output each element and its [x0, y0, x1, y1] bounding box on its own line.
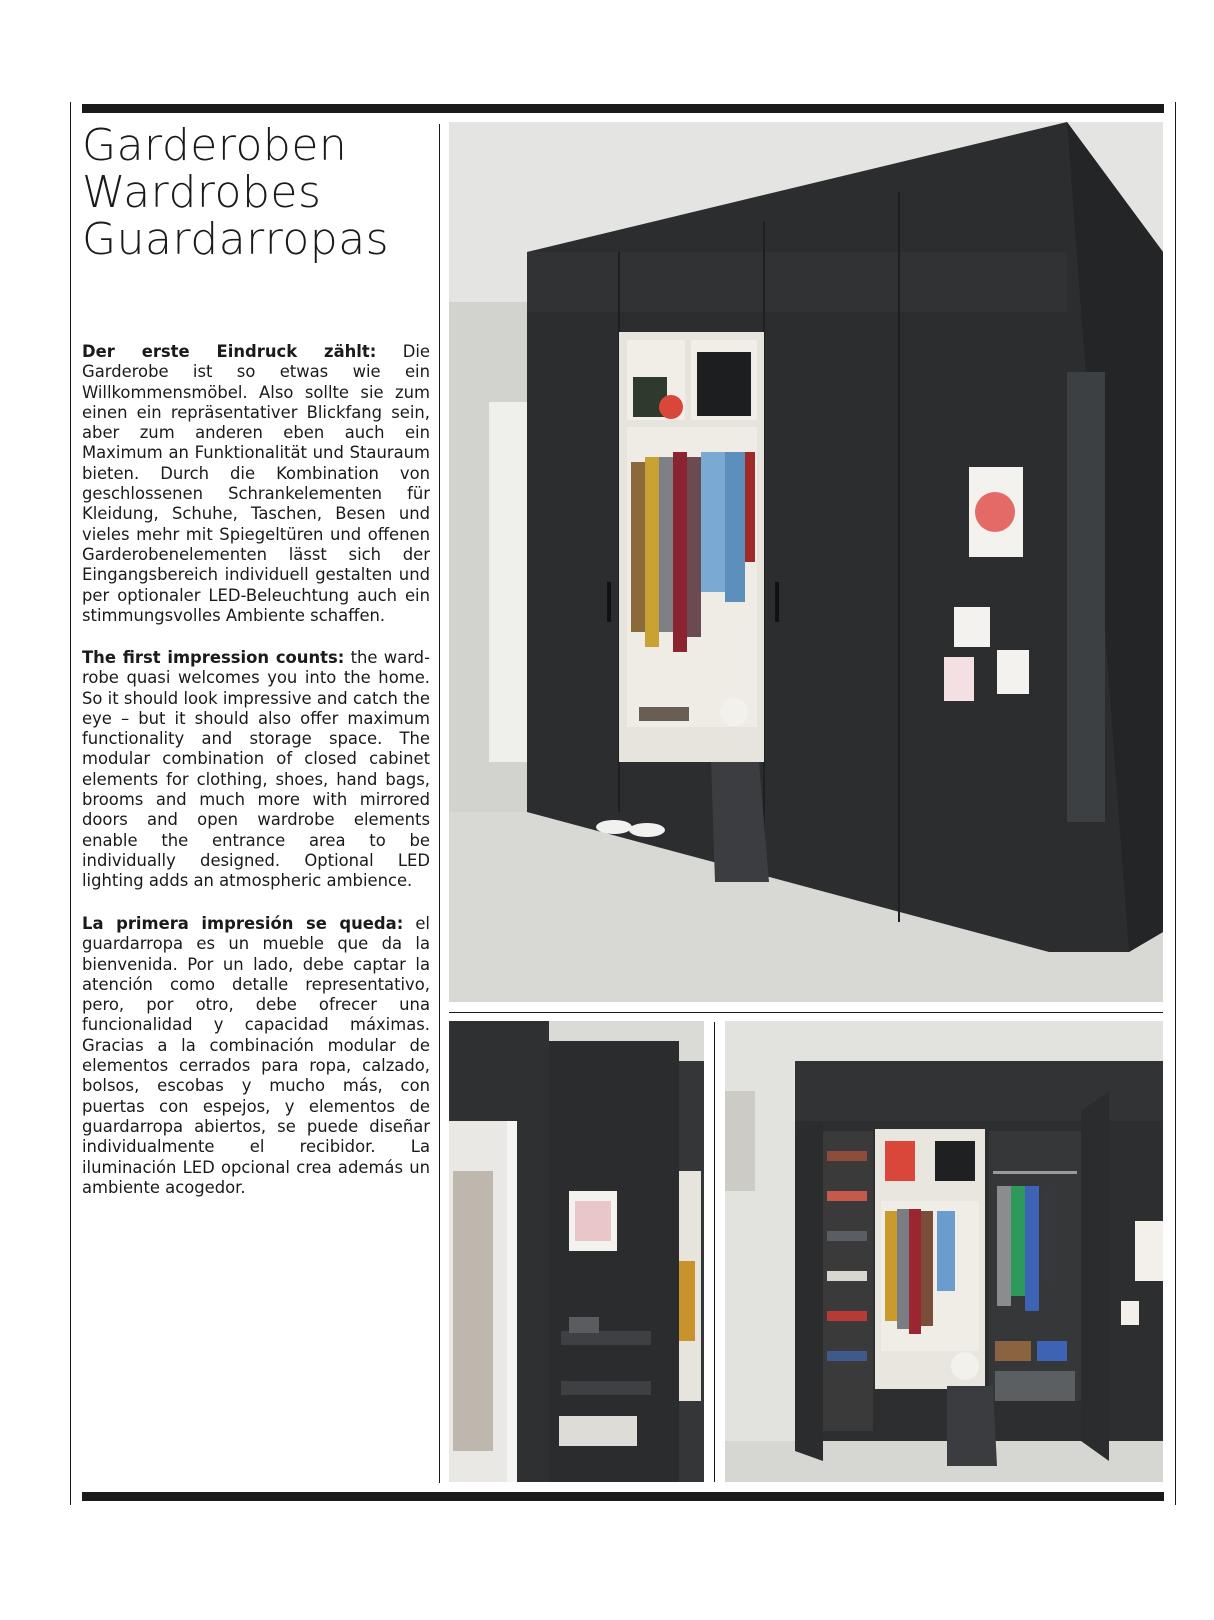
paragraph-german-lead: Der erste Eindruck zählt:	[82, 342, 377, 361]
paragraph-spanish-lead: La primera impresión se queda:	[82, 914, 404, 933]
paragraph-german-text: Die Garderobe ist so etwas wie ein Willkommensmöbel. Also sollte sie zum einen ein repräsentativer Blickfang sein, aber zum anderen eben auch ein Maximum an Funktionalität und Stauraum bieten. Durch die Kombination von geschlossenen Schrankelementen für Kleidung, Schuhe, Taschen, Besen und vieles mehr mit Spiegeltüren und offenen Garderobenelementen lässt sich der Eingangsbereich individuell gestalten und per optionaler LED-Beleuchtung auch ein stimmungsvolles Ambiente schaffen.	[82, 342, 430, 625]
paragraph-german	[82, 342, 430, 626]
frame-right-line	[1175, 102, 1176, 1505]
open-wardrobe-photo	[725, 1021, 1163, 1482]
page-title	[82, 122, 422, 263]
main-wardrobe-photo	[449, 122, 1163, 1002]
photo-divider-line	[449, 1012, 1163, 1013]
title-de: Garderoben	[82, 120, 348, 171]
title-en: Wardrobes	[82, 167, 322, 218]
title-es: Guardarropas	[82, 214, 390, 265]
bottom-rule	[82, 1492, 1164, 1501]
paragraph-english-text: the wardrobe quasi welcomes you into the home. So it should look impressive and catch the eye – but it should also offer maximum functionality and storage space. The modular combination of closed cabinet elements for clothing, shoes, hand bags, brooms and much more with mirrored doors and open wardrobe elements enable the entrance area to be individually designed. Optional LED lighting adds an atmospheric ambience.	[82, 648, 430, 891]
paragraph-spanish	[82, 914, 430, 1198]
paragraph-spanish-text: el guardarropa es un mueble que da la bienvenida. Por un lado, debe captar la atención como detalle representativo, pero, por otro, debe ofrecer una funcionalidad y capacidad máximas. Gracias a la combinación modular de elementos cerrados para ropa, calzado, bolsos, escobas y mucho más, con puertas con espejos, y elementos de guardarropa abiertos, se puede diseñar individualmente el recibidor. La iluminación LED opcional crea además un ambiente acogedor.	[82, 914, 430, 1197]
frame-left-line	[70, 102, 71, 1505]
paragraph-english-lead: The first impression counts:	[82, 648, 345, 667]
top-rule	[82, 104, 1164, 113]
corner-wardrobe-photo	[449, 1021, 704, 1482]
paragraph-english	[82, 648, 430, 892]
bottom-photo-divider-line	[714, 1022, 715, 1482]
column-divider-line	[439, 124, 440, 1483]
